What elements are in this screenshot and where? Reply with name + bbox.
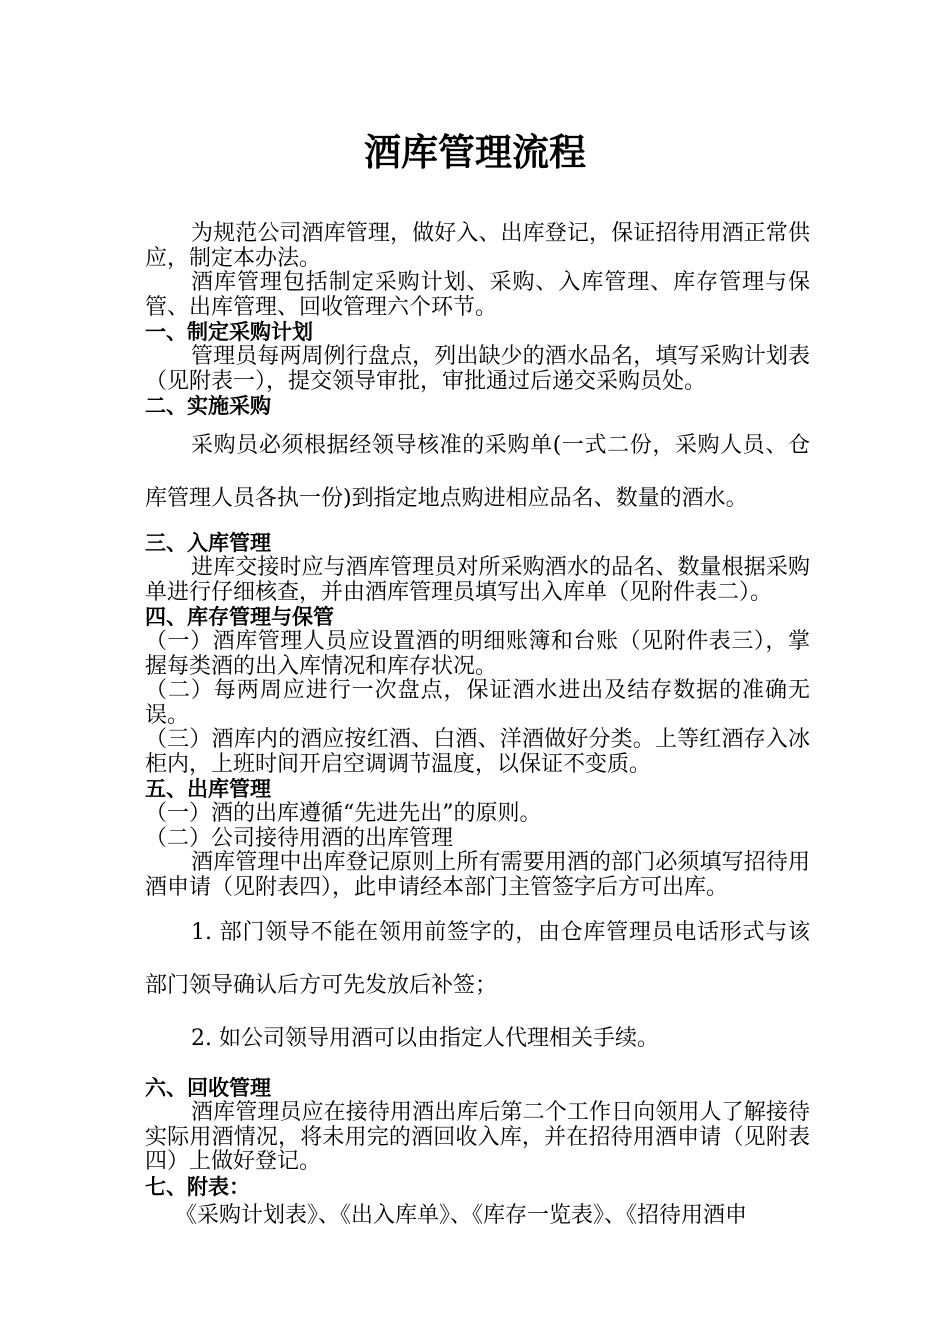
list-item: （一）酒库管理人员应设置酒的明细账簿和台账（见附件表三），掌握每类酒的出入库情况和库存状况。 bbox=[145, 629, 810, 679]
section-heading: 二、实施采购 bbox=[145, 394, 271, 418]
section-paragraph: 管理员每两周例行盘点，列出缺少的酒水品名，填写采购计划表（见附表一），提交领导审批，审批通过后递交采购员处。 bbox=[145, 344, 810, 394]
rule-item: 2. 如公司领导用酒可以由指定人代理相关手续。 bbox=[191, 1026, 659, 1051]
section-paragraph: 酒库管理中出库登记原则上所有需要用酒的部门必须填写招待用酒申请（见附表四），此申请经本部门主管签字后方可出库。 bbox=[145, 850, 810, 900]
section-heading: 五、出库管理 bbox=[145, 777, 271, 801]
section-heading: 六、回收管理 bbox=[145, 1076, 271, 1100]
section-heading: 一、制定采购计划 bbox=[145, 320, 313, 344]
page-title: 酒库管理流程 bbox=[364, 130, 586, 174]
list-item: （二）公司接待用酒的出库管理 bbox=[145, 825, 454, 851]
section-paragraph: 采购员必须根据经领导核准的采购单(一式二份，采购人员、仓库管理人员各执一份)到指定地点购进相应品名、数量的酒水。 bbox=[145, 433, 810, 511]
section-heading: 四、库存管理与保管 bbox=[145, 605, 334, 629]
section-heading: 七、附表： bbox=[145, 1174, 250, 1199]
rule-item: 1. 部门领导不能在领用前签字的，由仓库管理员电话形式与该部门领导确认后方可先发放后补签； bbox=[145, 920, 810, 998]
section-paragraph: 酒库管理员应在接待用酒出库后第二个工作日向领用人了解接待实际用酒情况，将未用完的酒回收入库，并在招待用酒申请（见附表四）上做好登记。 bbox=[145, 1100, 810, 1174]
section-heading: 三、入库管理 bbox=[145, 531, 271, 555]
intro-paragraph: 酒库管理包括制定采购计划、采购、入库管理、库存管理与保管、出库管理、回收管理六个环节。 bbox=[145, 270, 810, 320]
list-item: （三）酒库内的酒应按红酒、白酒、洋酒做好分类。上等红酒存入冰柜内，上班时间开启空调调节温度，以保证不变质。 bbox=[145, 727, 810, 777]
section-paragraph: 进库交接时应与酒库管理员对所采购酒水的品名、数量根据采购单进行仔细核查，并由酒库管理员填写出入库单（见附件表二）。 bbox=[145, 555, 810, 605]
list-item: （一）酒的出库遵循“先进先出”的原则。 bbox=[145, 801, 542, 826]
intro-paragraph: 为规范公司酒库管理，做好入、出库登记，保证招待用酒正常供应，制定本办法。 bbox=[145, 221, 810, 271]
document-body bbox=[145, 222, 810, 1228]
appendix-list: 《采购计划表》、《出入库单》、《库存一览表》、《招待用酒申 bbox=[175, 1202, 748, 1228]
list-item: （二）每两周应进行一次盘点，保证酒水进出及结存数据的准确无误。 bbox=[145, 678, 810, 728]
